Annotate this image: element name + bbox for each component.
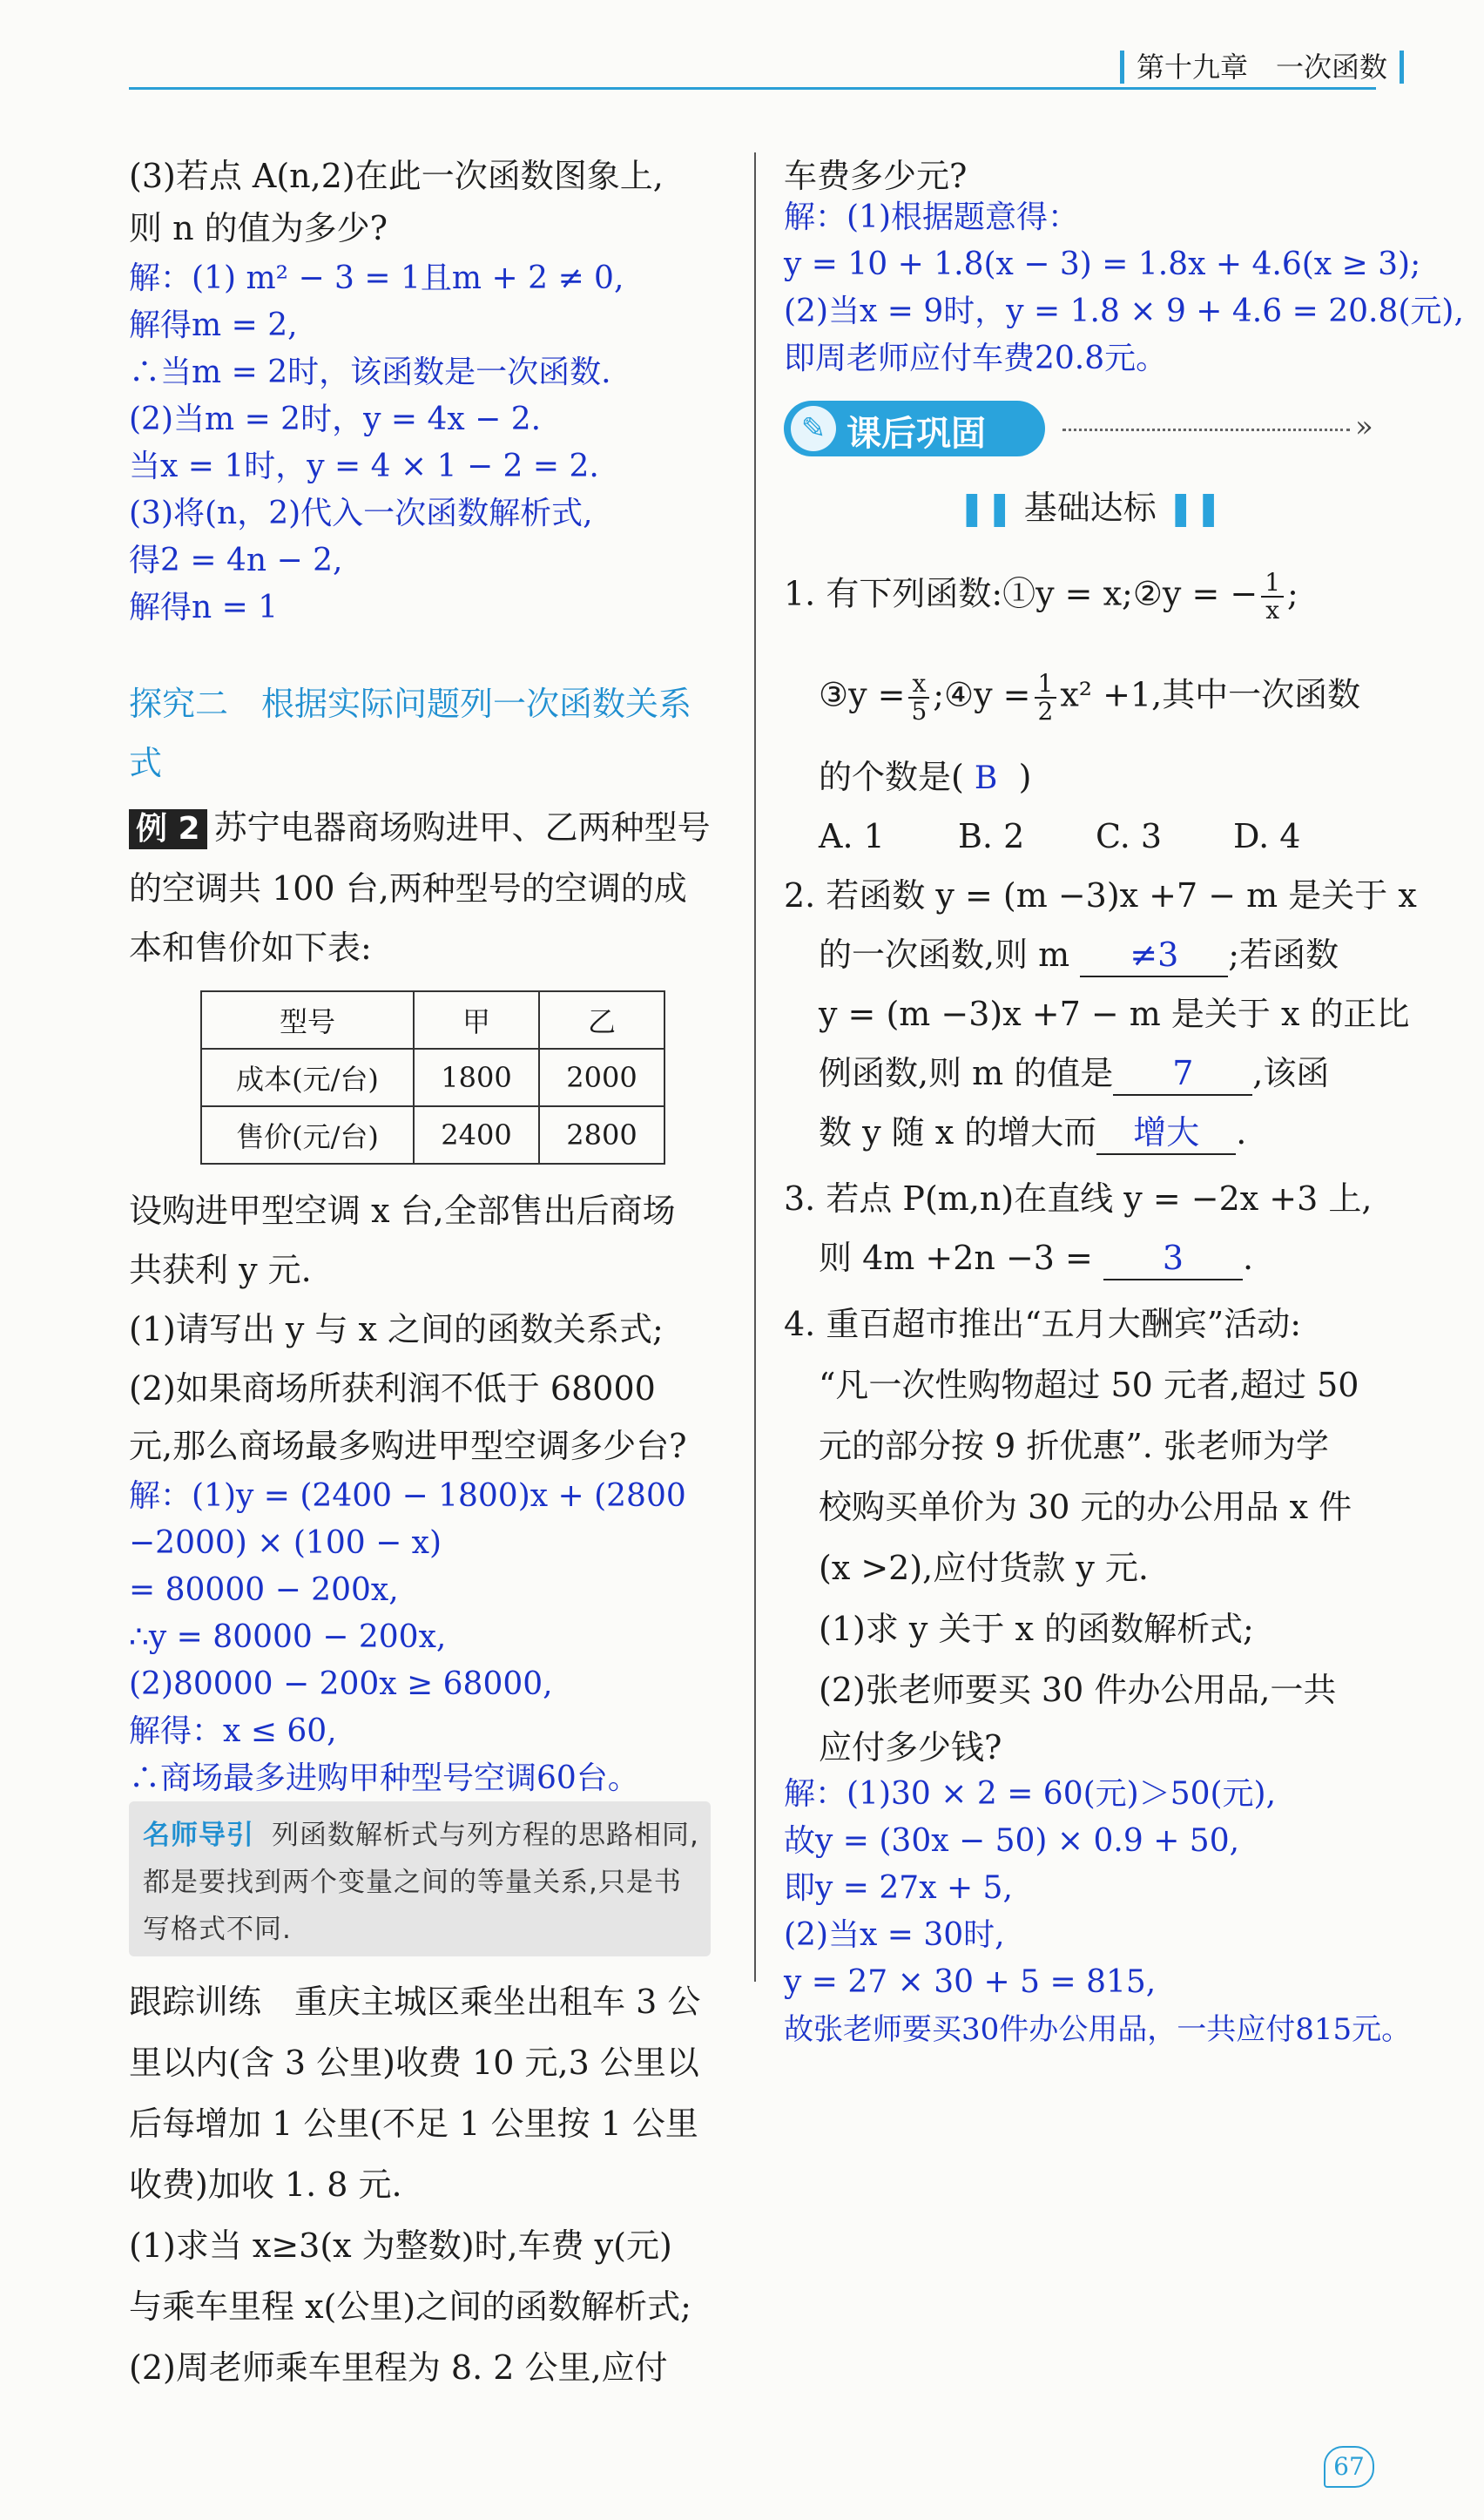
q1-option: D. 4 bbox=[1233, 817, 1301, 855]
follow-line: 里以内(含 3 公里)收费 10 元,3 公里以 bbox=[129, 2044, 699, 2082]
sol2-line: (2)80000 − 200x ≥ 68000, bbox=[129, 1666, 553, 1702]
q4-line: 元的部分按 9 折优惠”. 张老师为学 bbox=[819, 1427, 1329, 1465]
sol2-line: ∴商场最多进购甲种型号空调60台。 bbox=[129, 1760, 639, 1796]
q2-blank-1: ≠3 bbox=[1080, 934, 1228, 977]
table-header-cell: 乙 bbox=[539, 991, 664, 1049]
explore-title: 探究二 根据实际问题列一次函数关系 bbox=[129, 685, 692, 723]
q1-line1: 1. 有下列函数:①y = x;②y = − $\frac{1}{x}$ ; bbox=[784, 568, 1298, 625]
sol4-line: (2)当x = 30时, bbox=[784, 1917, 1005, 1953]
bars-icon: ❚❚ bbox=[958, 489, 1014, 527]
price-table bbox=[200, 990, 665, 1165]
q4-line: (1)求 y 关于 x 的函数解析式; bbox=[819, 1610, 1254, 1648]
bars-icon: ❚❚ bbox=[1166, 489, 1223, 527]
sol2-line: 解得：x ≤ 60, bbox=[129, 1713, 337, 1749]
sol2-line: −2000) × (100 − x) bbox=[129, 1525, 442, 1561]
sol4-line: 即y = 27x + 5, bbox=[784, 1870, 1013, 1906]
fraction: $\frac{x}{5}$ bbox=[908, 671, 929, 725]
q4-line: 校购买单价为 30 元的办公用品 x 件 bbox=[819, 1488, 1352, 1526]
sol1-line: 解：(1) m² − 3 = 1且m + 2 ≠ 0, bbox=[129, 260, 624, 296]
banner-dotted-rule bbox=[1062, 429, 1350, 431]
q4-line: (2)张老师要买 30 件办公用品,一共 bbox=[819, 1671, 1337, 1709]
q2-blank-3: 增大 bbox=[1096, 1111, 1236, 1155]
sol1-line: 当x = 1时，y = 4 × 1 − 2 = 2. bbox=[129, 449, 599, 484]
table-cell: 1800 bbox=[414, 1049, 539, 1106]
q2-line1: 2. 若函数 y = (m −3)x +7 − m 是关于 x bbox=[784, 876, 1417, 915]
example-line-1 bbox=[129, 807, 711, 849]
q4-line: 4. 重百超市推出“五月大酬宾”活动: bbox=[784, 1305, 1301, 1343]
table-cell: 2400 bbox=[414, 1106, 539, 1164]
table-header-row bbox=[201, 991, 664, 1049]
sol2-line: 解：(1)y = (2400 − 1800)x + (2800 bbox=[129, 1478, 686, 1514]
follow-line: 与乘车里程 x(公里)之间的函数解析式; bbox=[129, 2287, 691, 2326]
q3-line2: 则 4m +2n −3 = 3 . bbox=[819, 1237, 1253, 1280]
example-line: 的空调共 100 台,两种型号的空调的成 bbox=[129, 869, 687, 908]
sol1-line: 解得m = 2, bbox=[129, 307, 298, 343]
follow-line: (2)周老师乘车里程为 8. 2 公里,应付 bbox=[129, 2348, 668, 2387]
page-number: 67 bbox=[1324, 2446, 1374, 2488]
sol1-line: ∴当m = 2时，该函数是一次函数. bbox=[129, 355, 611, 390]
q3-line1: 3. 若点 P(m,n)在直线 y = −2x +3 上, bbox=[784, 1179, 1373, 1218]
example-text: 苏宁电器商场购进甲、乙两种型号 bbox=[213, 808, 711, 847]
follow-line: 收费)加收 1. 8 元. bbox=[129, 2165, 402, 2204]
fraction: $\frac{1}{x}$ bbox=[1261, 570, 1284, 624]
tip-title: 名师导引 bbox=[143, 1820, 254, 1851]
q3-blank: 3 bbox=[1103, 1237, 1243, 1280]
follow-line: 后每增加 1 公里(不足 1 公里按 1 公里 bbox=[129, 2105, 698, 2143]
sol4-line: 解：(1)30 × 2 = 60(元)＞50(元), bbox=[784, 1776, 1277, 1812]
table-row bbox=[201, 1049, 664, 1106]
q2-line4: 例函数,则 m 的值是 7 ,该函 bbox=[819, 1052, 1329, 1096]
header-rule bbox=[129, 87, 1376, 90]
chapter-title: 第十九章 一次函数 bbox=[1120, 51, 1404, 84]
q1-line2: ③y = $\frac{x}{5}$ ;④y = $\frac{1}{2}$ x² +1,其中一次函数 bbox=[819, 669, 1361, 726]
q1-answer: B bbox=[974, 760, 998, 796]
pencil-icon: ✎ bbox=[791, 406, 836, 451]
problem-line: (2)如果商场所获利润不低于 68000 bbox=[129, 1369, 656, 1408]
table-row bbox=[201, 1106, 664, 1164]
q4-line: (x >2),应付货款 y 元. bbox=[819, 1549, 1149, 1587]
follow-line: (1)求当 x≥3(x 为整数)时,车费 y(元) bbox=[129, 2226, 672, 2265]
tip-text: 列函数解析式与列方程的思路相同,都是要找到两个变量之间的等量关系,只是书写格式不同. bbox=[143, 1820, 699, 1945]
banner-title: 课后巩固 bbox=[847, 414, 986, 454]
q1-option: C. 3 bbox=[1096, 817, 1163, 855]
table-cell: 成本(元/台) bbox=[201, 1049, 414, 1106]
sol4-line: 故张老师要买30件办公用品，一共应付815元。 bbox=[784, 2012, 1412, 2047]
sol1-line: 解得n = 1 bbox=[129, 590, 279, 625]
sol1-line: (3)将(n，2)代入一次函数解析式, bbox=[129, 496, 593, 531]
table-header-cell: 型号 bbox=[201, 991, 414, 1049]
sol4-line: y = 27 × 30 + 5 = 815, bbox=[784, 1964, 1157, 2000]
problem-line: (1)请写出 y 与 x 之间的函数关系式; bbox=[129, 1310, 664, 1348]
table-cell: 售价(元/台) bbox=[201, 1106, 414, 1164]
sol3-line: (2)当x = 9时，y = 1.8 × 9 + 4.6 = 20.8(元), bbox=[784, 294, 1464, 329]
double-chevron-icon: » bbox=[1355, 409, 1373, 444]
q4-line: “凡一次性购物超过 50 元者,超过 50 bbox=[819, 1366, 1359, 1404]
example-tag: 例 2 bbox=[129, 809, 207, 849]
q2-blank-2: 7 bbox=[1113, 1052, 1252, 1096]
sol4-line: 故y = (30x − 50) × 0.9 + 50, bbox=[784, 1823, 1240, 1859]
table-cell: 2000 bbox=[539, 1049, 664, 1106]
q1-line3: 的个数是( B ) bbox=[819, 758, 1032, 796]
table-header-cell: 甲 bbox=[414, 991, 539, 1049]
top-line: 车费多少元? bbox=[784, 157, 968, 195]
sol2-line: = 80000 − 200x, bbox=[129, 1572, 399, 1608]
problem-line: 元,那么商场最多购进甲型空调多少台? bbox=[129, 1427, 687, 1465]
section-title-text: 基础达标 bbox=[1023, 489, 1157, 527]
sol3-line: 即周老师应付车费20.8元。 bbox=[784, 341, 1168, 376]
q1-option: B. 2 bbox=[958, 817, 1025, 855]
q3-line2: 则 n 的值为多少? bbox=[129, 209, 388, 247]
sol1-line: 得2 = 4n − 2, bbox=[129, 543, 343, 578]
review-banner bbox=[784, 401, 1054, 456]
explore-title-cont: 式 bbox=[129, 744, 163, 782]
q2-line2: 的一次函数,则 m ≠3 ;若函数 bbox=[819, 934, 1339, 977]
column-divider bbox=[754, 152, 756, 1982]
sol2-line: ∴y = 80000 − 200x, bbox=[129, 1619, 447, 1655]
teacher-tip-box bbox=[129, 1801, 711, 1956]
q1-text: 1. 有下列函数:①y = x;②y = − bbox=[784, 574, 1258, 613]
sol1-line: (2)当m = 2时，y = 4x − 2. bbox=[129, 402, 542, 437]
q3-line1: (3)若点 A(n,2)在此一次函数图象上, bbox=[129, 157, 664, 195]
example-line: 本和售价如下表: bbox=[129, 929, 372, 967]
q4-line: 应付多少钱? bbox=[819, 1728, 1002, 1767]
problem-line: 设购进甲型空调 x 台,全部售出后商场 bbox=[129, 1192, 676, 1230]
teacher-tip bbox=[143, 1812, 700, 1953]
section-title bbox=[958, 481, 1223, 529]
q2-line5: 数 y 随 x 的增大而 增大 . bbox=[819, 1111, 1246, 1155]
sol3-line: y = 10 + 1.8(x − 3) = 1.8x + 4.6(x ≥ 3); bbox=[784, 247, 1421, 282]
problem-line: 共获利 y 元. bbox=[129, 1251, 312, 1289]
follow-line: 跟踪训练 重庆主城区乘坐出租车 3 公 bbox=[129, 1983, 701, 2021]
fraction: $\frac{1}{2}$ bbox=[1035, 671, 1057, 725]
q2-line3: y = (m −3)x +7 − m 是关于 x 的正比 bbox=[819, 995, 1410, 1033]
table-cell: 2800 bbox=[539, 1106, 664, 1164]
q1-option: A. 1 bbox=[819, 817, 885, 855]
sol3-line: 解：(1)根据题意得： bbox=[784, 199, 1079, 235]
